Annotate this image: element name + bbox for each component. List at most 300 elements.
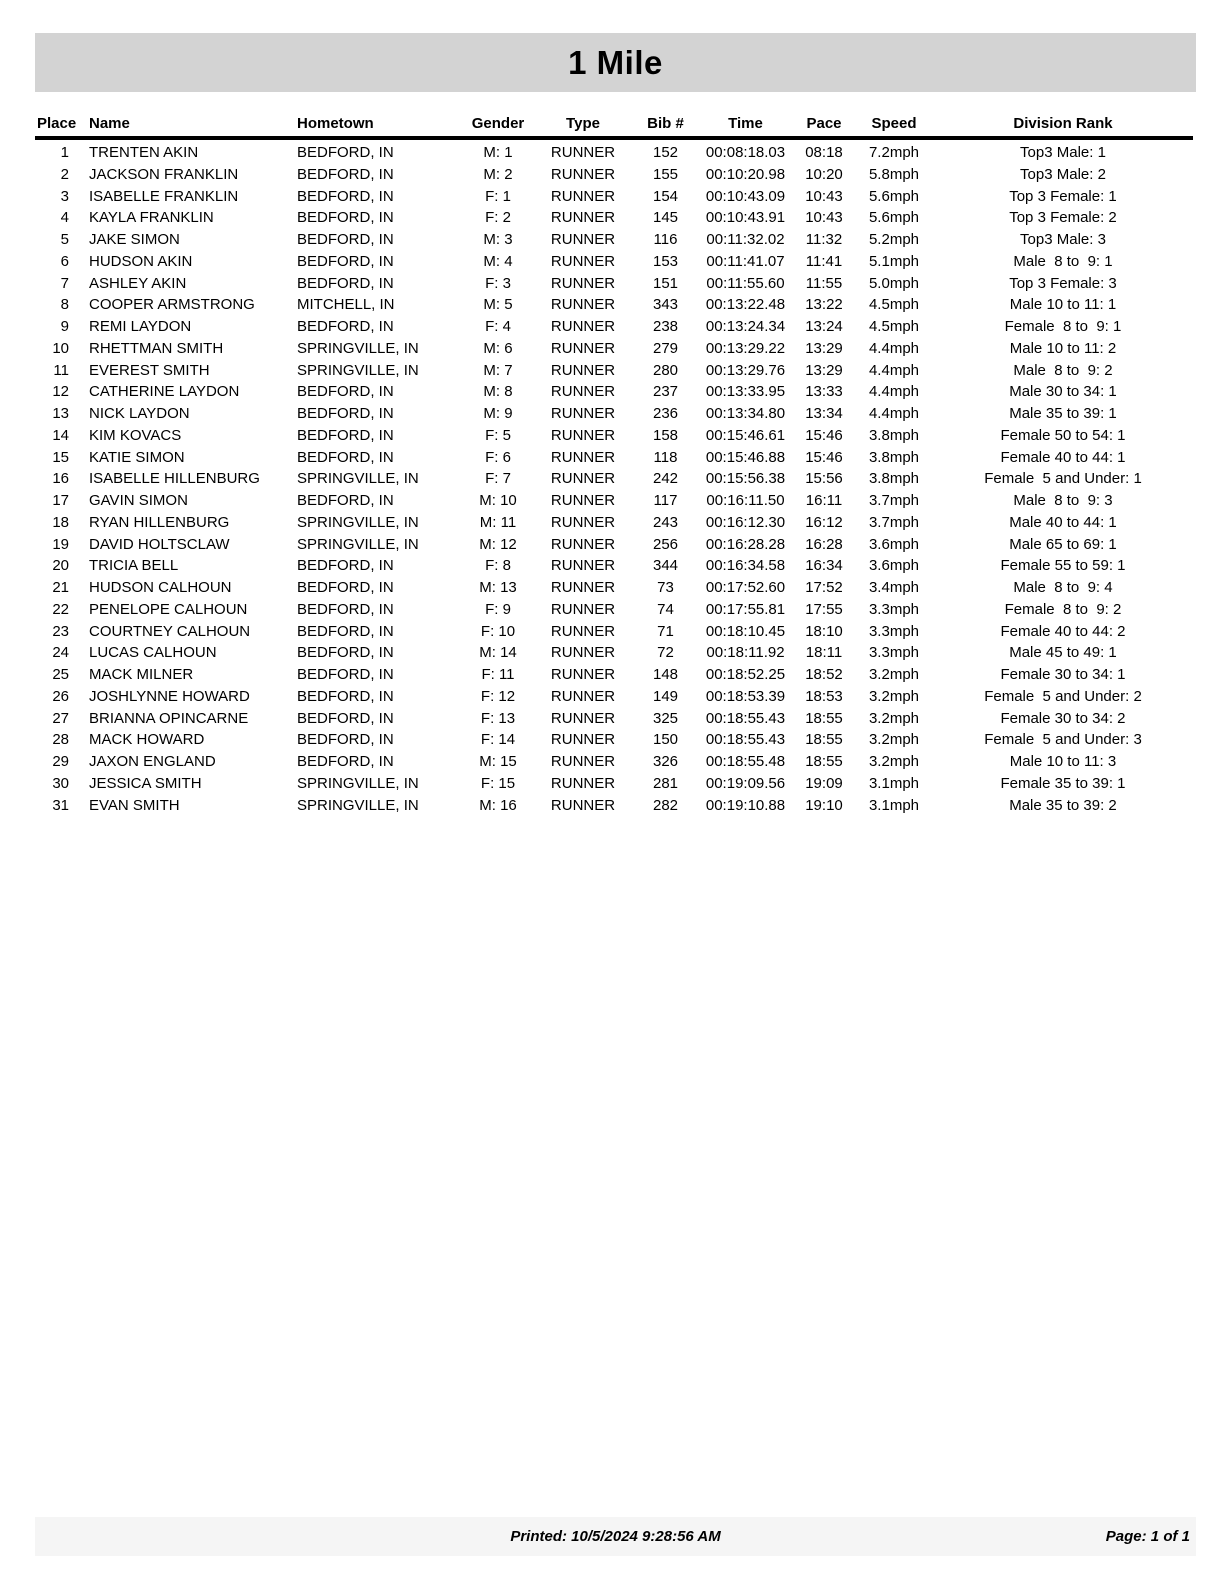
cell-bib: 280 <box>652 361 679 379</box>
cell-gender: F: 6 <box>485 448 511 466</box>
table-row <box>35 381 1193 403</box>
table-row <box>35 164 1193 186</box>
cell-place: 5 <box>60 231 69 248</box>
cell-name: ASHLEY AKIN <box>89 274 187 292</box>
cell-hometown: BEDFORD, IN <box>297 144 394 161</box>
cell-hometown: MITCHELL, IN <box>297 296 395 314</box>
cell-place: 19 <box>52 535 69 553</box>
cell-pace: 13:33 <box>805 383 843 401</box>
cell-hometown: BEDFORD, IN <box>297 687 394 705</box>
cell-time: 00:18:52.25 <box>705 666 786 683</box>
cell-pace: 17:55 <box>805 600 843 618</box>
cell-division-rank: Male 45 to 49: 1 <box>1009 644 1117 662</box>
results-table-container <box>35 114 1195 816</box>
cell-place: 26 <box>52 687 69 705</box>
cell-speed: 3.6mph <box>868 535 920 553</box>
cell-time: 00:11:41.07 <box>706 252 785 270</box>
cell-bib: 325 <box>652 709 679 727</box>
cell-division-rank: Top3 Male: 3 <box>1020 231 1106 248</box>
cell-name: KIM KOVACS <box>89 426 182 444</box>
col-header-bib: Bib # <box>633 114 698 138</box>
cell-pace: 08:18 <box>805 144 843 161</box>
cell-speed: 3.7mph <box>868 492 920 509</box>
results-table <box>35 114 1193 816</box>
cell-time: 00:19:10.88 <box>705 796 786 814</box>
cell-place: 20 <box>52 557 69 575</box>
cell-hometown: SPRINGVILLE, IN <box>297 796 419 814</box>
cell-division-rank: Female 30 to 34: 1 <box>1000 666 1126 683</box>
cell-pace: 13:24 <box>805 318 843 335</box>
cell-pace: 11:41 <box>805 252 843 270</box>
cell-hometown: BEDFORD, IN <box>297 600 394 618</box>
cell-place: 16 <box>52 470 69 488</box>
cell-name: DAVID HOLTSCLAW <box>89 535 230 553</box>
cell-speed: 3.4mph <box>868 579 920 596</box>
cell-place: 1 <box>60 144 69 161</box>
cell-place: 17 <box>52 492 69 509</box>
table-row <box>35 577 1193 599</box>
cell-name: JOSHLYNNE HOWARD <box>89 687 250 705</box>
table-row <box>35 425 1193 447</box>
cell-type: RUNNER <box>550 361 616 379</box>
cell-place: 22 <box>52 600 69 618</box>
cell-pace: 11:32 <box>805 231 843 248</box>
cell-hometown: BEDFORD, IN <box>297 426 394 444</box>
cell-speed: 3.8mph <box>868 448 920 466</box>
cell-type: RUNNER <box>550 165 616 183</box>
cell-name: TRICIA BELL <box>89 557 179 575</box>
cell-type: RUNNER <box>550 535 616 553</box>
cell-division-rank: Male 30 to 34: 1 <box>1009 383 1117 401</box>
cell-division-rank: Male 35 to 39: 2 <box>1009 796 1117 814</box>
cell-pace: 17:52 <box>805 579 843 596</box>
cell-pace: 16:34 <box>805 557 843 575</box>
cell-division-rank: Female 35 to 39: 1 <box>1000 774 1126 792</box>
col-header-pace: Pace <box>793 114 855 138</box>
table-row <box>35 599 1193 621</box>
cell-type: RUNNER <box>550 209 616 227</box>
cell-hometown: SPRINGVILLE, IN <box>297 513 419 531</box>
cell-gender: M: 4 <box>483 252 513 270</box>
cell-place: 13 <box>52 405 69 422</box>
cell-type: RUNNER <box>550 296 616 314</box>
cell-bib: 72 <box>657 644 674 662</box>
cell-name: JAXON ENGLAND <box>89 753 216 770</box>
cell-bib: 150 <box>652 731 679 749</box>
cell-pace: 16:28 <box>805 535 843 553</box>
cell-pace: 18:55 <box>805 753 843 770</box>
cell-bib: 145 <box>652 209 679 227</box>
cell-bib: 343 <box>652 296 679 314</box>
col-header-time: Time <box>698 114 793 138</box>
cell-speed: 3.2mph <box>868 731 920 749</box>
cell-speed: 4.4mph <box>868 383 920 401</box>
cell-type: RUNNER <box>550 666 616 683</box>
cell-gender: M: 2 <box>483 165 513 183</box>
table-row <box>35 512 1193 534</box>
table-row <box>35 708 1193 730</box>
cell-pace: 13:22 <box>805 296 843 314</box>
cell-time: 00:18:11.92 <box>706 644 785 662</box>
cell-time: 00:08:18.03 <box>705 144 786 161</box>
cell-speed: 3.3mph <box>868 622 920 640</box>
cell-hometown: BEDFORD, IN <box>297 274 394 292</box>
cell-type: RUNNER <box>550 709 616 727</box>
cell-type: RUNNER <box>550 753 616 770</box>
cell-division-rank: Female 40 to 44: 1 <box>1000 448 1126 466</box>
cell-bib: 158 <box>652 426 679 444</box>
cell-division-rank: Female 5 and Under: 2 <box>984 687 1142 705</box>
cell-time: 00:13:22.48 <box>705 296 786 314</box>
table-row <box>35 490 1193 512</box>
cell-gender: M: 6 <box>483 339 513 357</box>
cell-pace: 13:34 <box>805 405 843 422</box>
cell-division-rank: Male 40 to 44: 1 <box>1009 513 1117 531</box>
cell-pace: 15:46 <box>805 426 843 444</box>
cell-name: RHETTMAN SMITH <box>89 339 224 357</box>
cell-type: RUNNER <box>550 774 616 792</box>
cell-speed: 3.1mph <box>868 774 920 792</box>
table-row <box>35 751 1193 773</box>
cell-bib: 326 <box>652 753 679 770</box>
cell-place: 15 <box>52 448 69 466</box>
cell-time: 00:16:34.58 <box>705 557 786 575</box>
table-row <box>35 642 1193 664</box>
cell-speed: 4.4mph <box>868 339 920 357</box>
cell-time: 00:15:46.88 <box>705 448 786 466</box>
table-row <box>35 360 1193 382</box>
cell-name: ISABELLE FRANKLIN <box>89 187 239 205</box>
cell-time: 00:16:28.28 <box>705 535 786 553</box>
cell-pace: 18:55 <box>805 709 843 727</box>
cell-place: 4 <box>60 209 69 227</box>
cell-bib: 118 <box>653 448 678 466</box>
cell-gender: M: 13 <box>479 579 517 596</box>
cell-gender: F: 12 <box>480 687 516 705</box>
cell-hometown: BEDFORD, IN <box>297 252 394 270</box>
footer-band <box>35 1517 1196 1556</box>
cell-division-rank: Top 3 Female: 2 <box>1009 209 1117 227</box>
cell-time: 00:16:12.30 <box>705 513 786 531</box>
cell-bib: 154 <box>652 187 679 205</box>
cell-pace: 10:20 <box>805 165 843 183</box>
cell-time: 00:17:55.81 <box>705 600 786 618</box>
cell-speed: 3.2mph <box>868 666 920 683</box>
cell-type: RUNNER <box>550 318 616 335</box>
cell-hometown: BEDFORD, IN <box>297 165 394 183</box>
cell-time: 00:11:32.02 <box>706 231 785 248</box>
cell-speed: 4.5mph <box>868 318 920 335</box>
col-header-gender: Gender <box>463 114 533 138</box>
cell-place: 25 <box>52 666 69 683</box>
cell-bib: 117 <box>653 492 678 509</box>
cell-division-rank: Top3 Male: 2 <box>1020 165 1106 183</box>
cell-hometown: BEDFORD, IN <box>297 448 394 466</box>
cell-bib: 243 <box>652 513 679 531</box>
cell-bib: 256 <box>652 535 679 553</box>
cell-hometown: SPRINGVILLE, IN <box>297 774 419 792</box>
cell-bib: 153 <box>652 252 679 270</box>
cell-speed: 5.0mph <box>868 274 920 292</box>
cell-pace: 18:10 <box>805 622 843 640</box>
table-row <box>35 186 1193 208</box>
cell-place: 8 <box>60 296 69 314</box>
cell-speed: 3.6mph <box>868 557 920 575</box>
cell-place: 24 <box>52 644 69 662</box>
cell-place: 12 <box>52 383 69 401</box>
table-row <box>35 273 1193 295</box>
table-row <box>35 447 1193 469</box>
cell-division-rank: Female 8 to 9: 1 <box>1004 318 1122 335</box>
cell-speed: 3.1mph <box>868 796 920 814</box>
cell-type: RUNNER <box>550 600 616 618</box>
cell-pace: 10:43 <box>805 209 843 227</box>
cell-hometown: BEDFORD, IN <box>297 753 394 770</box>
cell-bib: 74 <box>657 600 674 618</box>
cell-name: CATHERINE LAYDON <box>89 383 240 401</box>
cell-bib: 237 <box>652 383 679 401</box>
cell-name: JACKSON FRANKLIN <box>89 165 239 183</box>
cell-speed: 3.2mph <box>868 753 920 770</box>
cell-pace: 15:46 <box>805 448 843 466</box>
table-row <box>35 534 1193 556</box>
cell-speed: 5.6mph <box>868 187 920 205</box>
cell-name: TRENTEN AKIN <box>89 144 199 161</box>
table-row <box>35 138 1193 164</box>
cell-type: RUNNER <box>550 579 616 596</box>
cell-gender: M: 14 <box>479 644 517 662</box>
cell-place: 9 <box>60 318 69 335</box>
cell-hometown: BEDFORD, IN <box>297 231 394 248</box>
cell-bib: 282 <box>652 796 679 814</box>
cell-gender: F: 5 <box>485 426 511 444</box>
cell-time: 00:10:43.91 <box>705 209 786 227</box>
cell-hometown: SPRINGVILLE, IN <box>297 339 419 357</box>
cell-place: 3 <box>60 187 69 205</box>
cell-hometown: BEDFORD, IN <box>297 709 394 727</box>
cell-hometown: BEDFORD, IN <box>297 405 394 422</box>
cell-gender: F: 8 <box>485 557 511 575</box>
cell-division-rank: Male 8 to 9: 1 <box>1013 252 1113 270</box>
cell-hometown: BEDFORD, IN <box>297 492 394 509</box>
cell-gender: F: 14 <box>480 731 516 749</box>
cell-place: 6 <box>60 252 69 270</box>
cell-gender: F: 2 <box>485 209 511 227</box>
cell-gender: F: 15 <box>480 774 516 792</box>
cell-name: COOPER ARMSTRONG <box>89 296 255 314</box>
cell-division-rank: Male 10 to 11: 3 <box>1009 753 1117 770</box>
cell-gender: M: 9 <box>483 405 513 422</box>
cell-name: RYAN HILLENBURG <box>89 513 230 531</box>
cell-time: 00:18:55.43 <box>705 731 786 749</box>
cell-division-rank: Female 40 to 44: 2 <box>1000 622 1126 640</box>
cell-division-rank: Male 8 to 9: 3 <box>1013 492 1113 509</box>
cell-name: REMI LAYDON <box>89 318 192 335</box>
page-title: 1 Mile <box>568 43 663 81</box>
cell-hometown: BEDFORD, IN <box>297 622 394 640</box>
cell-type: RUNNER <box>550 339 616 357</box>
cell-speed: 3.2mph <box>868 709 920 727</box>
cell-bib: 281 <box>652 774 679 792</box>
cell-pace: 16:11 <box>805 492 843 509</box>
cell-time: 00:18:55.48 <box>705 753 786 770</box>
cell-name: NICK LAYDON <box>89 405 190 422</box>
cell-speed: 4.4mph <box>868 405 920 422</box>
cell-type: RUNNER <box>550 557 616 575</box>
table-header-row <box>35 114 1193 138</box>
cell-gender: M: 1 <box>483 144 513 161</box>
cell-type: RUNNER <box>550 492 616 509</box>
cell-name: MACK HOWARD <box>89 731 205 749</box>
cell-bib: 236 <box>652 405 679 422</box>
cell-pace: 18:11 <box>805 644 843 662</box>
cell-hometown: BEDFORD, IN <box>297 383 394 401</box>
cell-pace: 15:56 <box>805 470 843 488</box>
cell-division-rank: Male 65 to 69: 1 <box>1009 535 1117 553</box>
cell-gender: F: 1 <box>485 187 511 205</box>
cell-bib: 151 <box>652 274 679 292</box>
cell-name: JAKE SIMON <box>89 231 180 248</box>
table-row <box>35 338 1193 360</box>
cell-pace: 13:29 <box>805 361 843 379</box>
col-header-division-rank: Division Rank <box>933 114 1193 138</box>
cell-hometown: BEDFORD, IN <box>297 579 394 596</box>
cell-pace: 10:43 <box>805 187 843 205</box>
cell-type: RUNNER <box>550 731 616 749</box>
cell-division-rank: Female 5 and Under: 3 <box>984 731 1142 749</box>
cell-bib: 155 <box>652 165 679 183</box>
cell-type: RUNNER <box>550 470 616 488</box>
cell-division-rank: Female 50 to 54: 1 <box>1000 426 1126 444</box>
cell-pace: 13:29 <box>805 339 843 357</box>
cell-place: 14 <box>52 426 69 444</box>
cell-name: JESSICA SMITH <box>89 774 202 792</box>
cell-time: 00:17:52.60 <box>705 579 786 596</box>
cell-hometown: BEDFORD, IN <box>297 666 394 683</box>
results-table-body <box>35 138 1193 816</box>
cell-speed: 3.3mph <box>868 600 920 618</box>
cell-hometown: BEDFORD, IN <box>297 318 394 335</box>
cell-division-rank: Male 8 to 9: 2 <box>1013 361 1113 379</box>
page-number: Page: 1 of 1 <box>1105 1528 1190 1545</box>
cell-speed: 3.8mph <box>868 426 920 444</box>
cell-place: 18 <box>52 513 69 531</box>
printed-timestamp: Printed: 10/5/2024 9:28:56 AM <box>510 1528 721 1545</box>
table-row <box>35 686 1193 708</box>
cell-pace: 18:52 <box>805 666 843 683</box>
cell-type: RUNNER <box>550 187 616 205</box>
cell-place: 7 <box>60 274 69 292</box>
cell-type: RUNNER <box>550 274 616 292</box>
cell-bib: 71 <box>657 622 674 640</box>
cell-place: 2 <box>60 165 69 183</box>
cell-speed: 4.4mph <box>868 361 920 379</box>
cell-gender: F: 7 <box>485 470 511 488</box>
cell-type: RUNNER <box>550 622 616 640</box>
cell-time: 00:13:29.22 <box>705 339 786 357</box>
cell-gender: M: 3 <box>483 231 513 248</box>
col-header-name: Name <box>85 114 295 138</box>
cell-gender: F: 9 <box>485 600 511 618</box>
cell-bib: 242 <box>652 470 679 488</box>
cell-time: 00:13:29.76 <box>705 361 786 379</box>
cell-gender: F: 11 <box>481 666 515 683</box>
cell-time: 00:10:20.98 <box>705 165 786 183</box>
cell-gender: M: 16 <box>479 796 517 814</box>
col-header-hometown: Hometown <box>295 114 463 138</box>
table-row <box>35 468 1193 490</box>
cell-name: EVEREST SMITH <box>89 361 210 379</box>
cell-gender: F: 3 <box>485 274 511 292</box>
cell-hometown: BEDFORD, IN <box>297 731 394 749</box>
cell-division-rank: Top3 Male: 1 <box>1020 144 1106 161</box>
cell-gender: M: 15 <box>479 753 517 770</box>
cell-time: 00:13:34.80 <box>705 405 786 422</box>
table-row <box>35 729 1193 751</box>
cell-division-rank: Top 3 Female: 1 <box>1009 187 1117 205</box>
cell-gender: F: 4 <box>485 318 511 335</box>
cell-bib: 148 <box>652 666 679 683</box>
cell-place: 21 <box>52 579 69 596</box>
cell-speed: 3.8mph <box>868 470 920 488</box>
cell-type: RUNNER <box>550 426 616 444</box>
cell-time: 00:10:43.09 <box>705 187 786 205</box>
table-row <box>35 403 1193 425</box>
cell-time: 00:13:24.34 <box>705 318 786 335</box>
cell-name: HUDSON AKIN <box>89 252 193 270</box>
cell-gender: F: 13 <box>480 709 516 727</box>
cell-pace: 19:10 <box>805 796 843 814</box>
cell-gender: M: 7 <box>483 361 513 379</box>
cell-bib: 238 <box>652 318 679 335</box>
table-row <box>35 316 1193 338</box>
cell-gender: M: 10 <box>479 492 517 509</box>
cell-place: 10 <box>52 339 69 357</box>
cell-speed: 3.3mph <box>868 644 920 662</box>
cell-pace: 16:12 <box>805 513 843 531</box>
cell-type: RUNNER <box>550 383 616 401</box>
cell-hometown: BEDFORD, IN <box>297 209 394 227</box>
cell-pace: 18:55 <box>805 731 843 749</box>
cell-division-rank: Female 30 to 34: 2 <box>1000 709 1126 727</box>
cell-speed: 5.2mph <box>868 231 920 248</box>
table-row <box>35 229 1193 251</box>
cell-bib: 73 <box>657 579 674 596</box>
cell-speed: 4.5mph <box>868 296 920 314</box>
table-row <box>35 251 1193 273</box>
cell-name: PENELOPE CALHOUN <box>89 600 248 618</box>
cell-gender: F: 10 <box>480 622 516 640</box>
cell-gender: M: 12 <box>479 535 517 553</box>
cell-division-rank: Female 8 to 9: 2 <box>1004 600 1122 618</box>
cell-gender: M: 8 <box>483 383 513 401</box>
col-header-speed: Speed <box>855 114 933 138</box>
cell-time: 00:19:09.56 <box>705 774 786 792</box>
table-row <box>35 207 1193 229</box>
cell-division-rank: Male 10 to 11: 2 <box>1009 339 1117 357</box>
cell-type: RUNNER <box>550 405 616 422</box>
cell-division-rank: Male 8 to 9: 4 <box>1013 579 1113 596</box>
cell-hometown: BEDFORD, IN <box>297 557 394 575</box>
cell-name: MACK MILNER <box>89 666 194 683</box>
cell-place: 23 <box>52 622 69 640</box>
cell-name: ISABELLE HILLENBURG <box>89 470 260 488</box>
cell-bib: 279 <box>652 339 679 357</box>
cell-hometown: SPRINGVILLE, IN <box>297 361 419 379</box>
cell-place: 11 <box>53 361 69 379</box>
cell-hometown: SPRINGVILLE, IN <box>297 535 419 553</box>
cell-place: 29 <box>52 753 69 770</box>
